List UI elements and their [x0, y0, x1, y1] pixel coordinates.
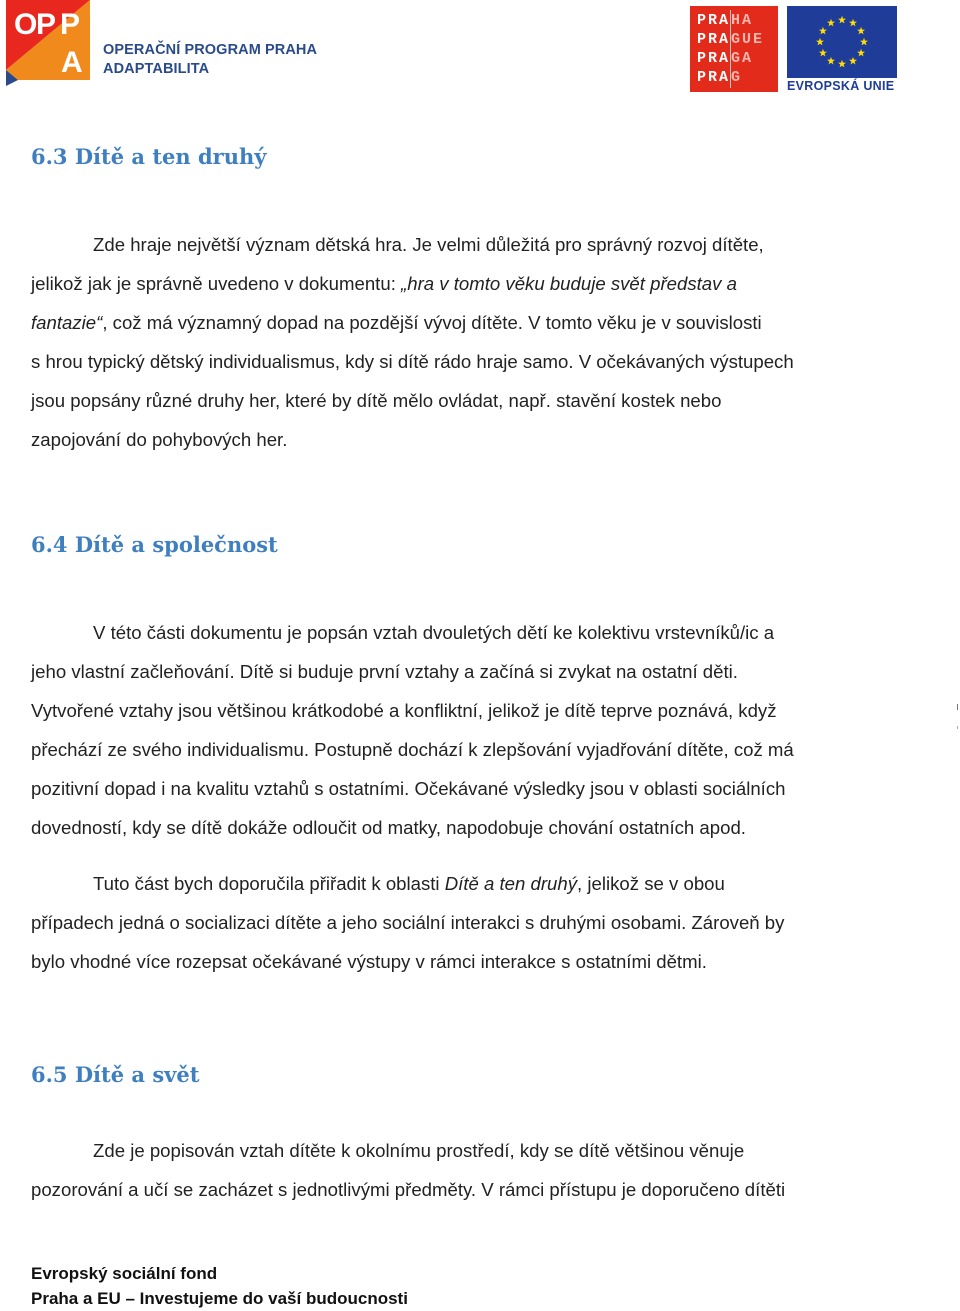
page-edge-mark-icon — [955, 702, 959, 732]
section-heading-6-4: 6.4 Dítě a společnost — [31, 532, 278, 557]
eu-label: EVROPSKÁ UNIE — [787, 79, 897, 93]
praha-row-2-right: GUE — [731, 31, 775, 49]
text-line: pozorování a učí se zacházet s jednotlivými předměty. V rámci přístupu je doporučeno dítěti — [31, 1170, 831, 1209]
text-line: přechází ze svého individualismu. Postupně dochází k zlepšování vyjadřování dítěte, což má — [31, 730, 831, 769]
text-line: Zde je popisován vztah dítěte k okolnímu prostředí, kdy se dítě většinou věnuje — [31, 1131, 831, 1170]
section-6-5-paragraph-1 — [31, 1131, 831, 1209]
text-line-with-quote-end: fantazie“, což má významný dopad na pozdější vývoj dítěte. V tomto věku je v souvislosti — [31, 303, 831, 342]
text-line: Zde hraje největší význam dětská hra. Je velmi důležitá pro správný rozvoj dítěte, — [31, 225, 831, 264]
text-line-with-italic: Tuto část bych doporučila přiřadit k oblasti Dítě a ten druhý, jelikož se v obou — [31, 864, 831, 903]
oppa-letter-a: A — [61, 48, 83, 78]
praha-row-4-right: G — [731, 69, 775, 87]
oppa-title — [103, 41, 317, 79]
footer-line-2: Praha a EU – Investujeme do vaší budoucnosti — [31, 1287, 408, 1311]
section-heading-6-5: 6.5 Dítě a svět — [31, 1062, 199, 1087]
text-line: případech jedná o socializaci dítěte a jeho sociální interakci s druhými osobami. Zároveň by — [31, 903, 831, 942]
oppa-letter-o: O — [14, 10, 37, 40]
eu-logo — [787, 6, 897, 94]
praha-row-4-left: PRA — [697, 69, 731, 87]
oppa-title-line-2: ADAPTABILITA — [103, 60, 317, 79]
quote-start: „hra v tomto věku buduje svět představ a — [401, 273, 737, 294]
oppa-letter-p2: P — [60, 10, 80, 40]
praha-logo-text — [697, 12, 775, 87]
eu-flag-icon — [787, 6, 897, 78]
praha-row-1-right: HA — [731, 12, 775, 30]
section-6-3-paragraph-1 — [31, 225, 831, 459]
text-line: jsou popsány různé druhy her, které by dítě mělo ovládat, např. stavění kostek nebo — [31, 381, 831, 420]
text-line: bylo vhodné více rozepsat očekávané výstupy v rámci interakce s ostatními dětmi. — [31, 942, 831, 981]
praha-row-1-left: PRA — [697, 12, 731, 30]
praha-row-2-left: PRA — [697, 31, 731, 49]
text-line: zapojování do pohybových her. — [31, 420, 831, 459]
oppa-letter-p1: P — [36, 10, 56, 40]
text-line: dovedností, kdy se dítě dokáže odloučit od matky, napodobuje chování ostatních apod. — [31, 808, 831, 847]
text-line: pozitivní dopad i na kvalitu vztahů s ostatními. Očekávané výsledky jsou v oblasti sociálních — [31, 769, 831, 808]
praha-row-3-left: PRA — [697, 50, 731, 68]
text-line: Vytvořené vztahy jsou většinou krátkodobé a konfliktní, jelikož je dítě teprve poznává, když — [31, 691, 831, 730]
quote-end: fantazie“ — [31, 312, 102, 333]
footer — [31, 1262, 408, 1311]
text-line: V této části dokumentu je popsán vztah dvouletých dětí ke kolektivu vrstevníků/ic a — [31, 613, 831, 652]
text-line: s hrou typický dětský individualismus, kdy si dítě rádo hraje samo. V očekávaných výstupech — [31, 342, 831, 381]
oppa-logo — [6, 0, 306, 86]
section-6-4-paragraph-1 — [31, 613, 831, 847]
text-line-with-quote: jelikož jak je správně uvedeno v dokumentu: „hra v tomto věku buduje svět představ a — [31, 264, 831, 303]
section-heading-6-3: 6.3 Dítě a ten druhý — [31, 144, 266, 169]
italic-reference: Dítě a ten druhý — [445, 873, 577, 894]
praha-row-3-right: GA — [731, 50, 775, 68]
section-6-4-paragraph-2 — [31, 864, 831, 981]
text-line: jeho vlastní začleňování. Dítě si buduje první vztahy a začíná si zvykat na ostatní děti. — [31, 652, 831, 691]
footer-line-1: Evropský sociální fond — [31, 1262, 408, 1287]
praha-logo — [690, 6, 778, 92]
oppa-title-line-1: OPERAČNÍ PROGRAM PRAHA — [103, 41, 317, 60]
